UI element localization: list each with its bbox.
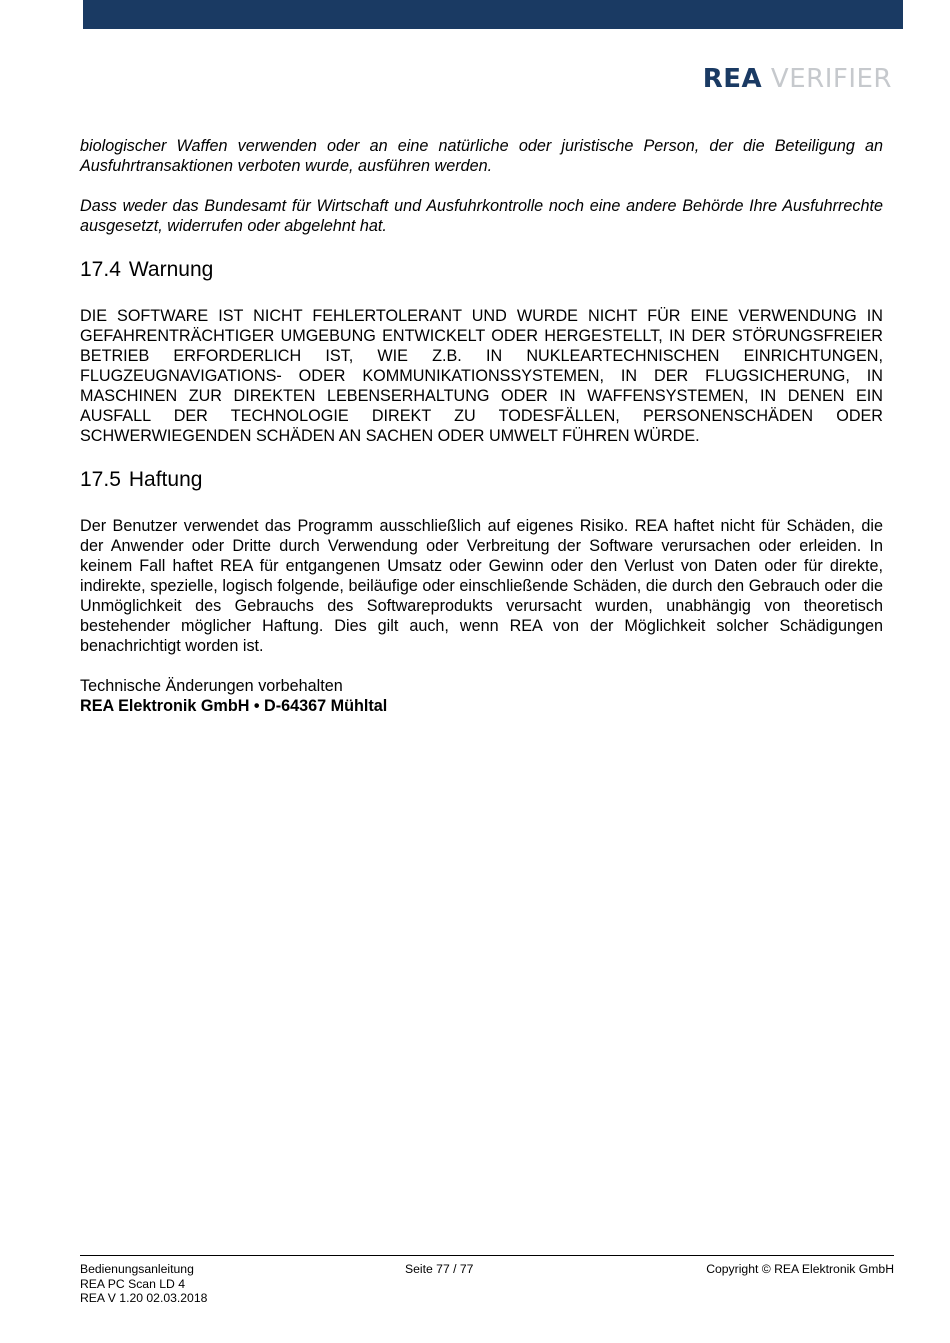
footer-version: REA V 1.20 02.03.2018 [80, 1291, 208, 1305]
footer-copyright: Copyright © REA Elektronik GmbH [706, 1262, 894, 1276]
section-title: Haftung [128, 468, 203, 491]
closing-block [80, 676, 883, 716]
technical-changes-note: Technische Änderungen vorbehalten [80, 677, 343, 695]
heading-haftung [80, 466, 883, 494]
section-number: 17.5 [80, 468, 121, 491]
logo-product: VERIFIER [770, 64, 892, 94]
section-number: 17.4 [80, 258, 121, 281]
paragraph-warnung: DIE SOFTWARE IST NICHT FEHLERTOLERANT UND WURDE NICHT FÜR EINE VERWENDUNG IN GEFAHRENTRÄCHTIGER UMGEBUNG ENTWICKELT ODER HERGESTELLT, IN DER STÖRUNGSFREIER BETRIEB ERFORDERLICH IST, WIE Z.B. IN NUKLEARTECHNISCHEN EINRICHTUNGEN, FLUGZEUGNAVIGATIONS- ODER KOMMUNIKATIONSSYSTEMEN, IN DER FLUGSICHERUNG, IN MASCHINEN ZUR DIREKTEN LEBENSERHALTUNG ODER IN WAFFENSYSTEMEN, IN DENEN EIN AUSFALL DER TECHNOLOGIE DIREKT ZU TODESFÄLLEN, PERSONENSCHÄDEN ODER SCHWERWIEGENDEN SCHÄDEN AN SACHEN ODER UMWELT FÜHREN WÜRDE. [80, 307, 883, 445]
section-title: Warnung [128, 258, 214, 281]
footer-right [706, 1262, 894, 1277]
paragraph-haftung: Der Benutzer verwendet das Programm ausschließlich auf eigenes Risiko. REA haftet nicht für Schäden, die der Anwender oder Dritte durch Verwendung oder Verbreitung der Software verursachen oder erleiden. In keinem Fall haftet REA für entgangenen Umsatz oder Gewinn oder den Verlust von Daten oder für direkte, indirekte, spezielle, logisch folgende, beiläufige oder einschließende Schäden, die durch den Gebrauch oder die Unmöglichkeit des Gebrauchs des Softwareprodukts verursacht wurden, unabhängig von theoretisch bestehender möglicher Haftung. Dies gilt auch, wenn REA von der Möglichkeit solcher Schädigungen benachrichtigt worden ist. [80, 517, 883, 655]
footer-page-number: Seite 77 / 77 [405, 1262, 474, 1276]
company-address: REA Elektronik GmbH • D-64367 Mühltal [80, 697, 388, 715]
footer-doc-type: Bedienungsanleitung [80, 1262, 194, 1276]
footer-left [80, 1262, 207, 1306]
rea-verifier-logo [703, 64, 892, 94]
footer-center [405, 1262, 473, 1277]
paragraph-export-restriction: biologischer Waffen verwenden oder an eine natürliche oder juristische Person, der die Beteiligung an Ausfuhrtransaktionen verboten wurde, ausführen werden. [80, 137, 883, 175]
logo-brand: REA [702, 64, 763, 94]
paragraph-export-rights: Dass weder das Bundesamt für Wirtschaft und Ausfuhrkontrolle noch eine andere Behörde Ihre Ausfuhrrechte ausgesetzt, widerrufen oder abgelehnt hat. [80, 197, 883, 235]
header-bar [83, 0, 903, 29]
heading-warnung [80, 256, 883, 284]
footer-divider [80, 1255, 894, 1256]
page-content [80, 136, 883, 716]
footer-product: REA PC Scan LD 4 [80, 1276, 185, 1291]
